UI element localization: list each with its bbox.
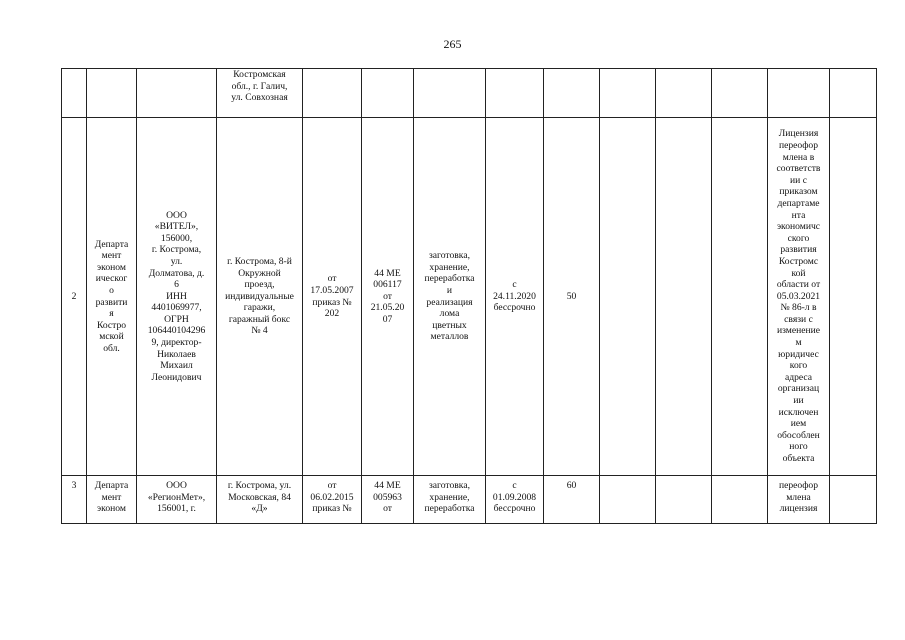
cell-empty: [656, 69, 712, 118]
cell-note: [768, 69, 830, 118]
cell-activity: заготовка, хранение, переработка: [414, 476, 486, 524]
cell-num: [62, 69, 87, 118]
cell-empty: [830, 118, 877, 476]
cell-term: с 01.09.2008 бессрочно: [486, 476, 544, 524]
table-row: [62, 118, 877, 476]
cell-org: Департа мент эконом ическог о развити я Костро мской обл.: [87, 118, 137, 476]
cell-empty: [830, 476, 877, 524]
cell-term: [486, 69, 544, 118]
cell-num: 2: [62, 118, 87, 476]
cell-org: Департа мент эконом: [87, 476, 137, 524]
cell-empty: [712, 476, 768, 524]
cell-num: 3: [62, 476, 87, 524]
cell-empty: [712, 69, 768, 118]
page-number: 265: [443, 37, 462, 51]
cell-company: ООО «ВИТЕЛ», 156000, г. Кострома, ул. Долматова, д. 6 ИНН 4401069977, ОГРН 106440104296 9, директор- Николаев Михаил Леонидович: [137, 118, 217, 476]
cell-order: от 06.02.2015 приказ №: [303, 476, 362, 524]
cell-empty: [600, 118, 656, 476]
table-row: [62, 69, 877, 118]
cell-address: Костромская обл., г. Галич, ул. Совхозная: [217, 69, 303, 118]
table-row: [62, 476, 877, 524]
cell-address: г. Кострома, ул. Московская, 84 «Д»: [217, 476, 303, 524]
cell-empty: [600, 476, 656, 524]
cell-empty: [656, 476, 712, 524]
cell-order: от 17.05.2007 приказ № 202: [303, 118, 362, 476]
cell-activity: [414, 69, 486, 118]
cell-note: переофор млена лицензия: [768, 476, 830, 524]
cell-empty: [656, 118, 712, 476]
cell-volume: [544, 69, 600, 118]
cell-company: ООО «РегионМет», 156001, г.: [137, 476, 217, 524]
cell-volume: 60: [544, 476, 600, 524]
cell-term: с 24.11.2020 бессрочно: [486, 118, 544, 476]
cell-address: г. Кострома, 8-й Окружной проезд, индивидуальные гаражи, гаражный бокс № 4: [217, 118, 303, 476]
cell-order: [303, 69, 362, 118]
cell-company: [137, 69, 217, 118]
cell-license: 44 МЕ 005963 от: [362, 476, 414, 524]
cell-empty: [830, 69, 877, 118]
cell-volume: 50: [544, 118, 600, 476]
cell-activity: заготовка, хранение, переработка и реализация лома цветных металлов: [414, 118, 486, 476]
cell-license: [362, 69, 414, 118]
cell-license: 44 МЕ 006117 от 21.05.20 07: [362, 118, 414, 476]
cell-empty: [712, 118, 768, 476]
cell-org: [87, 69, 137, 118]
cell-note: Лицензия переофор млена в соответств ии с приказом департаме нта экономичс ского развития Костромс кой области от 05.03.2021 № 86-л в связи с изменение м юридичес кого адреса организац ии исключен ием обособлен ного объекта: [768, 118, 830, 476]
license-table: [61, 68, 877, 524]
cell-empty: [600, 69, 656, 118]
